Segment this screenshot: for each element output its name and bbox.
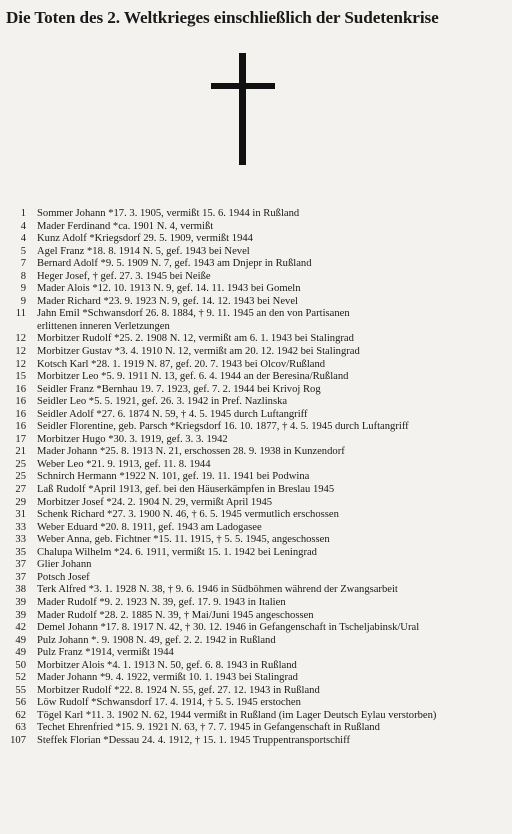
house-number: 4 — [20, 233, 26, 245]
entry-line: Mader Alois *12. 10. 1913 N. 9, gef. 14. 11. 1943 bei Gomeln — [37, 283, 301, 295]
entry-line: Pulz Johann *. 9. 1908 N. 49, gef. 2. 2. 1942 in Rußland — [37, 634, 276, 646]
house-number: 52 — [15, 672, 26, 684]
entry-line: Morbitzer Rudolf *22. 8. 1924 N. 55, gef. 27. 12. 1943 in Rußland — [37, 684, 320, 696]
list-item — [0, 484, 512, 497]
house-number: 31 — [15, 509, 26, 521]
entry-text — [26, 221, 213, 234]
house-number: 12 — [15, 346, 26, 358]
house-number: 12 — [15, 358, 26, 370]
entry-text — [26, 685, 320, 698]
entry-text — [26, 471, 309, 484]
entry-text — [26, 484, 334, 497]
entry-text — [26, 208, 299, 221]
entry-continuation: erlittenen inneren Verletzungen — [37, 320, 170, 332]
list-item — [0, 208, 512, 221]
house-number: 107 — [10, 734, 26, 746]
entry-text — [26, 534, 330, 547]
entry-text — [26, 371, 348, 384]
entry-text — [26, 459, 211, 472]
list-item — [0, 647, 512, 660]
entry-line: Mader Ferdinand *ca. 1901 N. 4, vermißt — [37, 220, 214, 232]
list-item — [0, 271, 512, 284]
list-item — [0, 296, 512, 309]
list-item — [0, 233, 512, 246]
list-item — [0, 509, 512, 522]
house-number: 25 — [15, 471, 26, 483]
entry-line: Weber Eduard *20. 8. 1911, gef. 1943 am Ladogasee — [37, 521, 262, 533]
entry-text — [26, 283, 301, 296]
entry-text — [26, 497, 272, 510]
house-number: 39 — [15, 596, 26, 608]
list-item — [0, 283, 512, 296]
entry-text — [26, 509, 339, 522]
list-item — [0, 371, 512, 384]
house-number: 16 — [15, 383, 26, 395]
entry-text — [26, 584, 398, 597]
house-number: 62 — [15, 709, 26, 721]
entry-text — [26, 308, 350, 333]
entry-text — [26, 710, 436, 723]
entry-line: Bernard Adolf *9. 5. 1909 N. 7, gef. 1943 am Dnjepr in Rußland — [37, 258, 312, 270]
list-item — [0, 409, 512, 422]
house-number: 35 — [15, 546, 26, 558]
list-item — [0, 459, 512, 472]
entry-line: Seidler Florentine, geb. Parsch *Kriegsdorf 16. 10. 1877, † 4. 5. 1945 durch Luftangriff — [37, 421, 409, 433]
list-item — [0, 584, 512, 597]
entry-text — [26, 697, 301, 710]
entry-line: Techet Ehrenfried *15. 9. 1921 N. 63, † 7. 7. 1945 in Gefangenschaft in Rußland — [37, 722, 380, 734]
house-number: 63 — [15, 722, 26, 734]
list-item — [0, 258, 512, 271]
list-item — [0, 547, 512, 560]
entry-text — [26, 672, 298, 685]
entry-text — [26, 296, 298, 309]
house-number: 11 — [15, 308, 26, 320]
entry-text — [26, 346, 360, 359]
house-number: 29 — [15, 496, 26, 508]
house-number: 15 — [15, 371, 26, 383]
entry-line: Seidler Franz *Bernhau 19. 7. 1923, gef. 7. 2. 1944 bei Krivoj Rog — [37, 383, 321, 395]
list-item — [0, 610, 512, 623]
house-number: 42 — [15, 622, 26, 634]
entry-line: Morbitzer Gustav *3. 4. 1910 N. 12, vermißt am 20. 12. 1942 bei Stalingrad — [37, 346, 360, 358]
entry-text — [26, 522, 262, 535]
entry-text — [26, 622, 419, 635]
page-title: Die Toten des 2. Weltkrieges einschließlich der Sudetenkrise — [6, 8, 439, 27]
house-number: 5 — [20, 245, 26, 257]
entry-line: Morbitzer Hugo *30. 3. 1919, gef. 3. 3. 1942 — [37, 433, 228, 445]
house-number: 38 — [15, 584, 26, 596]
house-number: 56 — [15, 697, 26, 709]
entry-line: Tögel Karl *11. 3. 1902 N. 62, 1944 vermißt in Rußland (im Lager Deutsch Eylau verstorben) — [37, 709, 437, 721]
entry-line: Mader Richard *23. 9. 1923 N. 9, gef. 14. 12. 1943 bei Nevel — [37, 295, 298, 307]
entry-text — [26, 384, 321, 397]
entry-text — [26, 647, 174, 660]
entry-text — [26, 271, 211, 284]
house-number: 49 — [15, 634, 26, 646]
entry-text — [26, 735, 350, 748]
entry-text — [26, 610, 314, 623]
memorial-list — [0, 208, 512, 748]
entry-line: Sommer Johann *17. 3. 1905, vermißt 15. 6. 1944 in Rußland — [37, 208, 300, 219]
entry-text — [26, 396, 287, 409]
list-item — [0, 685, 512, 698]
entry-line: Morbitzer Josef *24. 2. 1904 N. 29, vermißt April 1945 — [37, 496, 273, 508]
list-item — [0, 246, 512, 259]
entry-line: Kunz Adolf *Kriegsdorf 29. 5. 1909, vermißt 1944 — [37, 233, 253, 245]
house-number: 37 — [15, 571, 26, 583]
house-number: 17 — [15, 433, 26, 445]
entry-line: Steffek Florian *Dessau 24. 4. 1912, † 15. 1. 1945 Truppentransportschiff — [37, 734, 350, 746]
list-item — [0, 660, 512, 673]
entry-text — [26, 246, 250, 259]
list-item — [0, 497, 512, 510]
list-item — [0, 446, 512, 459]
cross-icon — [211, 53, 275, 165]
list-item — [0, 559, 512, 572]
entry-text — [26, 258, 312, 271]
entry-line: Agel Franz *18. 8. 1914 N. 5, gef. 1943 bei Nevel — [37, 245, 250, 257]
list-item — [0, 672, 512, 685]
house-number: 55 — [15, 684, 26, 696]
list-item — [0, 572, 512, 585]
list-item — [0, 597, 512, 610]
entry-text — [26, 409, 308, 422]
entry-text — [26, 421, 409, 434]
house-number: 12 — [15, 333, 26, 345]
entry-line: Potsch Josef — [37, 571, 90, 583]
entry-text — [26, 635, 276, 648]
entry-text — [26, 660, 297, 673]
list-item — [0, 622, 512, 635]
entry-line: Glier Johann — [37, 559, 92, 571]
house-number: 21 — [15, 446, 26, 458]
house-number: 16 — [15, 408, 26, 420]
list-item — [0, 221, 512, 234]
list-item — [0, 333, 512, 346]
house-number: 4 — [20, 220, 26, 232]
house-number: 1 — [20, 208, 26, 219]
entry-line: Morbitzer Rudolf *25. 2. 1908 N. 12, vermißt am 6. 1. 1943 bei Stalingrad — [37, 333, 354, 345]
entry-line: Löw Rudolf *Schwansdorf 17. 4. 1914, † 5. 5. 1945 erstochen — [37, 697, 301, 709]
list-item — [0, 396, 512, 409]
entry-text — [26, 446, 345, 459]
entry-text — [26, 434, 228, 447]
house-number: 9 — [20, 283, 26, 295]
list-item — [0, 710, 512, 723]
entry-line: Mader Johann *9. 4. 1922, vermißt 10. 1. 1943 bei Stalingrad — [37, 672, 298, 684]
entry-line: Kotsch Karl *28. 1. 1919 N. 87, gef. 20. 7. 1943 bei Olcov/Rußland — [37, 358, 326, 370]
entry-line: Jahn Emil *Schwansdorf 26. 8. 1884, † 9. 11. 1945 an den von Partisanen — [37, 308, 350, 320]
house-number: 16 — [15, 421, 26, 433]
list-item — [0, 635, 512, 648]
entry-line: Seidler Leo *5. 5. 1921, gef. 26. 3. 1942 in Pref. Nazlinska — [37, 396, 288, 408]
entry-line: Laß Rudolf *April 1913, gef. bei den Häuserkämpfen in Breslau 1945 — [37, 484, 335, 496]
entry-line: Seidler Adolf *27. 6. 1874 N. 59, † 4. 5. 1945 durch Luftangriff — [37, 408, 308, 420]
entry-line: Pulz Franz *1914, vermißt 1944 — [37, 647, 174, 659]
entry-text — [26, 722, 380, 735]
entry-line: Mader Rudolf *9. 2. 1923 N. 39, gef. 17. 9. 1943 in Italien — [37, 596, 286, 608]
list-item — [0, 522, 512, 535]
entry-line: Terk Alfred *3. 1. 1928 N. 38, † 9. 6. 1946 in Südböhmen während der Zwangsarbeit — [37, 584, 398, 596]
house-number: 8 — [20, 270, 26, 282]
entry-line: Demel Johann *17. 8. 1917 N. 42, † 30. 12. 1946 in Gefangenschaft in Tscheljabinsk/Ural — [37, 622, 420, 634]
entry-text — [26, 572, 90, 585]
entry-line: Morbitzer Leo *5. 9. 1911 N. 13, gef. 6. 4. 1944 an der Beresina/Rußland — [37, 371, 349, 383]
entry-line: Schnirch Hermann *1922 N. 101, gef. 19. 11. 1941 bei Podwina — [37, 471, 310, 483]
house-number: 25 — [15, 458, 26, 470]
list-item — [0, 434, 512, 447]
list-item — [0, 384, 512, 397]
list-item — [0, 421, 512, 434]
entry-line: Mader Johann *25. 8. 1913 N. 21, erschossen 28. 9. 1938 in Kunzendorf — [37, 446, 345, 458]
entry-line: Morbitzer Alois *4. 1. 1913 N. 50, gef. 6. 8. 1943 in Rußland — [37, 659, 297, 671]
entry-line: Weber Leo *21. 9. 1913, gef. 11. 8. 1944 — [37, 458, 211, 470]
entry-line: Mader Rudolf *28. 2. 1885 N. 39, † Mai/Juni 1945 angeschossen — [37, 609, 314, 621]
entry-text — [26, 597, 286, 610]
list-item — [0, 534, 512, 547]
list-item — [0, 722, 512, 735]
list-item — [0, 735, 512, 748]
house-number: 49 — [15, 647, 26, 659]
entry-text — [26, 233, 253, 246]
house-number: 50 — [15, 659, 26, 671]
entry-line: Chalupa Wilhelm *24. 6. 1911, vermißt 15. 1. 1942 bei Leningrad — [37, 546, 317, 558]
list-item — [0, 359, 512, 372]
entry-line: Heger Josef, † gef. 27. 3. 1945 bei Neiße — [37, 270, 211, 282]
house-number: 37 — [15, 559, 26, 571]
list-item — [0, 346, 512, 359]
list-item — [0, 697, 512, 710]
entry-line: Schenk Richard *27. 3. 1900 N. 46, † 6. 5. 1945 vermutlich erschossen — [37, 509, 339, 521]
entry-text — [26, 333, 354, 346]
house-number: 16 — [15, 396, 26, 408]
entry-text — [26, 547, 317, 560]
house-number: 39 — [15, 609, 26, 621]
house-number: 33 — [15, 521, 26, 533]
house-number: 7 — [20, 258, 26, 270]
entry-line: Weber Anna, geb. Fichtner *15. 11. 1915, † 5. 5. 1945, angeschossen — [37, 534, 330, 546]
list-item — [0, 308, 512, 333]
house-number: 33 — [15, 534, 26, 546]
entry-text — [26, 359, 325, 372]
list-item — [0, 471, 512, 484]
house-number: 9 — [20, 295, 26, 307]
house-number: 27 — [15, 484, 26, 496]
entry-text — [26, 559, 91, 572]
